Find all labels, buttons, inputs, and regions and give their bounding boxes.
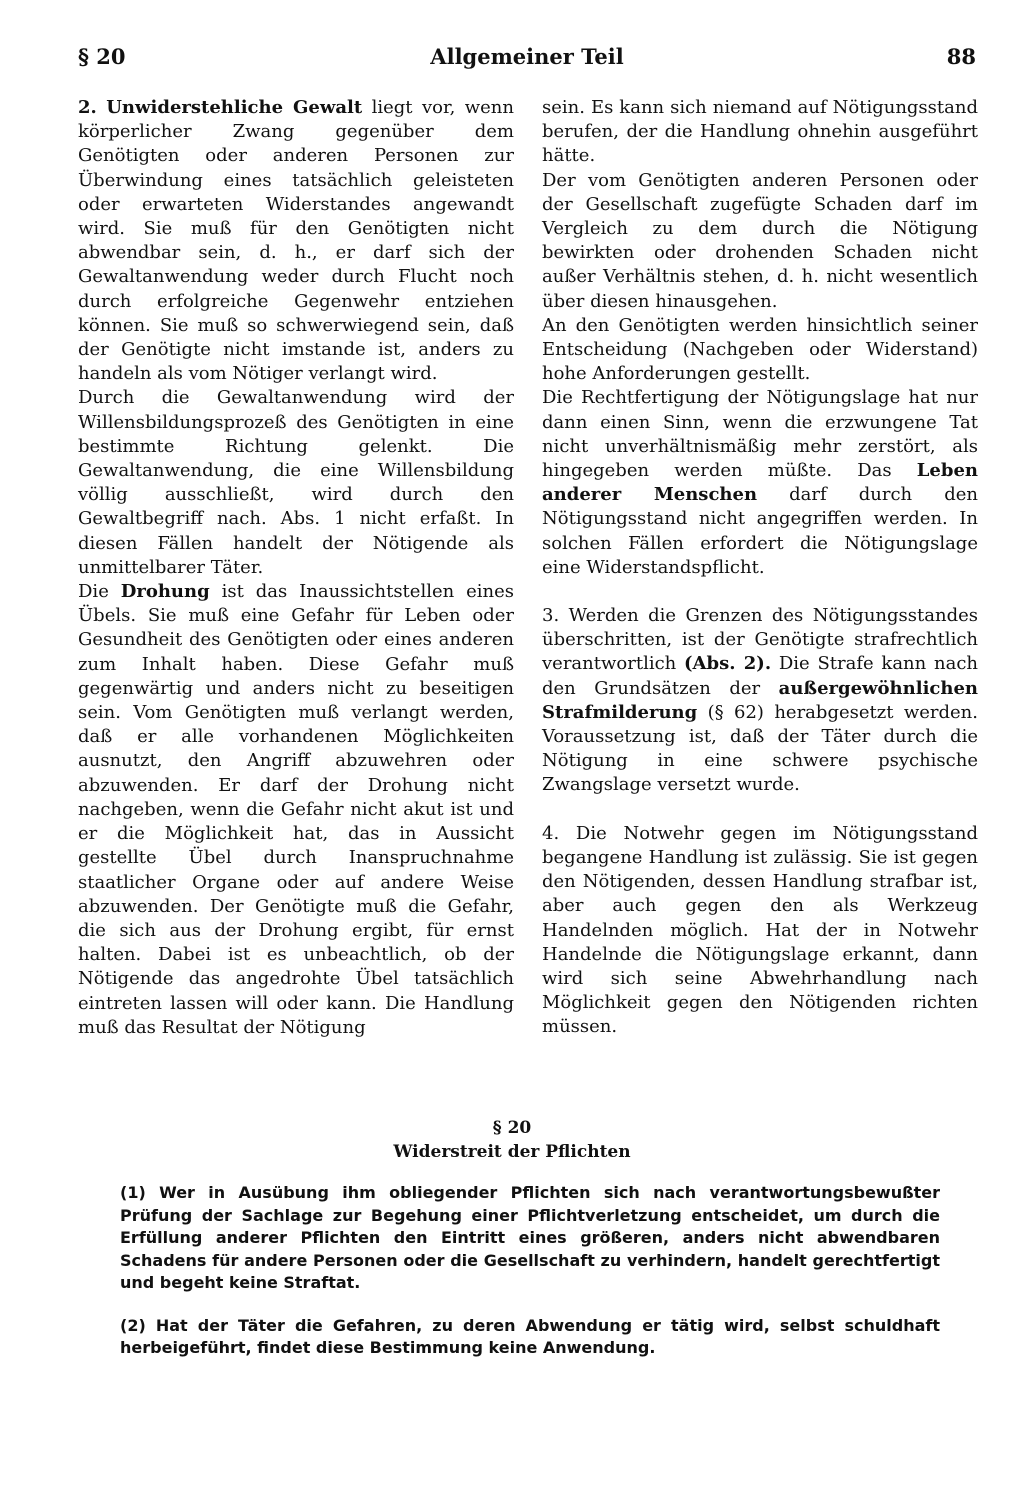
paragraph-text: Die Strafe kann nach den Grundsätzen der	[542, 653, 978, 699]
statute-text	[120, 1182, 940, 1360]
commentary-columns	[78, 96, 980, 1086]
page-number: 88	[946, 44, 976, 69]
left-column	[78, 96, 514, 1040]
paragraph-schaden: Der vom Genötigten anderen Personen oder der Gesellschaft zugefügte Schaden darf im Vergleich zu dem durch die Nötigung bewirkten oder drohenden Schaden nicht außer Verhältnis stehen, d. h. nicht wesentlich über diesen hinausgehen.	[542, 169, 978, 312]
page-header	[78, 44, 976, 80]
paragraph-unwiderstehliche-gewalt	[78, 96, 514, 386]
section-title: Widerstreit der Pflichten	[393, 1142, 631, 1162]
paragraph-notwehr: 4. Die Notwehr gegen im Nötigungsstand begangene Handlung ist zulässig. Sie ist gegen den Nötigenden, dessen Handlung strafbar ist, aber auch gegen den als Werkzeug Handelnden möglich. Hat der in Notwehr Handelnde die Nötigungslage erkannt, dann wird sich seine Abwehrhandlung nach Möglichkeit gegen den Nötigenden richten müssen.	[542, 822, 978, 1038]
term-unwiderstehliche-gewalt: Unwiderstehliche Gewalt	[106, 97, 363, 118]
paragraph-text: (§ 62) herabgesetzt werden. Voraussetzung ist, daß der Täter durch die Nötigung in eine schwere psychische Zwangslage versetzt wurde.	[542, 701, 978, 796]
paragraph-text: Die	[78, 581, 121, 603]
statute-abs-1: (1) Wer in Ausübung ihm obliegender Pflichten sich nach verantwortungsbewußter Prüfung der Sachlage zur Begehung einer Pflichtverletzung entscheidet, um durch die Erfüllung anderer Pflichten den Eintritt eines größeren, anders nicht abwendbaren Schadens für andere Personen oder die Gesellschaft zu verhindern, handelt gerechtfertigt und begeht keine Straftat.	[120, 1183, 940, 1292]
paragraph-text: ist das Inaussichtstellen eines Übels. Sie muß eine Gefahr für Leben oder Gesundheit des Genötigten oder eines anderen zum Inhalt haben. Diese Gefahr muß gegenwärtig und anders nicht zu beseitigen sein. Vom Genötigten muß verlangt werden, daß er alle vorhandenen Möglichkeiten ausnutzt, den Angriff abzuwehren oder abzuwenden. Er darf der Drohung nicht nachgeben, wenn die Gefahr nicht akut ist und er die Möglichkeit hat, das in Aussicht gestellte Übel durch Inanspruchnahme staatlicher Organe oder auf andere Weise abzuwenden. Der Genötigte muß die Gefahr, die sich aus der Drohung ergibt, für ernst halten. Dabei ist es unbeachtlich, ob der Nötigende das angedrohte Übel tatsächlich eintreten lassen will oder kann. Die Handlung muß das Resultat der Nötigung	[78, 581, 514, 1038]
paragraph-drohung	[78, 580, 514, 1040]
paragraph-text: 3. Werden die Grenzen des Nötigungsstandes überschritten, ist der Genötigte strafrechtlich verantwortlich	[542, 605, 978, 675]
paragraph-grenzen	[542, 604, 978, 798]
right-column	[542, 96, 978, 1040]
paragraph-anforderungen: An den Genötigten werden hinsichtlich seiner Entscheidung (Nachgeben oder Widerstand) hohe Anforderungen gestellt.	[542, 314, 978, 385]
reference-abs-2: (Abs. 2).	[684, 653, 772, 675]
paragraph-continuation: sein. Es kann sich niemand auf Nötigungsstand berufen, der die Handlung ohnehin ausgeführt hätte.	[542, 97, 978, 167]
header-title: Allgemeiner Teil	[430, 44, 624, 69]
header-section-number: § 20	[78, 44, 126, 69]
paragraph-gewaltanwendung: Durch die Gewaltanwendung wird der Willensbildungsprozeß des Genötigten in eine bestimmte Richtung gelenkt. Die Gewaltanwendung, die eine Willensbildung völlig ausschließt, wird durch den Gewaltbegriff nach. Abs. 1 nicht erfaßt. In diesen Fällen handelt der Nötigende als unmittelbarer Täter.	[78, 387, 514, 578]
term-drohung: Drohung	[120, 581, 210, 603]
term-leben-anderer-menschen: Leben anderer Menschen	[542, 460, 978, 506]
statute-abs-2: (2) Hat der Täter die Gefahren, zu deren Abwendung er tätig wird, selbst schuldhaft herbeigeführt, findet diese Bestimmung keine Anwendung.	[120, 1315, 940, 1357]
section-number: § 20	[492, 1118, 532, 1138]
paragraph-text: darf durch den Nötigungsstand nicht angegriffen werden. In solchen Fällen erfordert die Nötigungslage eine Widerstandspflicht.	[542, 484, 978, 578]
paragraph-rechtfertigung	[542, 386, 978, 580]
paragraph-text: Die Rechtfertigung der Nötigungslage hat nur dann einen Sinn, wenn die erzwungene Tat nicht unverhältnismäßig mehr zerstört, als hingegeben werden müßte. Das	[542, 387, 978, 482]
term-strafmilderung: außergewöhnlichen Strafmilderung	[542, 677, 978, 723]
paragraph-number: 2.	[78, 97, 97, 118]
section-heading	[0, 1116, 1024, 1164]
paragraph-text: liegt vor, wenn körperlicher Zwang gegenüber dem Genötigten oder anderen Personen zur Überwindung eines tatsächlich geleisteten oder erwarteten Widerstandes angewandt wird. Sie muß für den Genötigten nicht abwendbar sein, d. h., er darf sich der Gewaltanwendung weder durch Flucht noch durch erfolgreiche Gegenwehr entziehen können. Sie muß so schwerwiegend sein, daß der Genötigte nicht imstande ist, anders zu handeln als vom Nötiger verlangt wird.	[78, 97, 514, 385]
